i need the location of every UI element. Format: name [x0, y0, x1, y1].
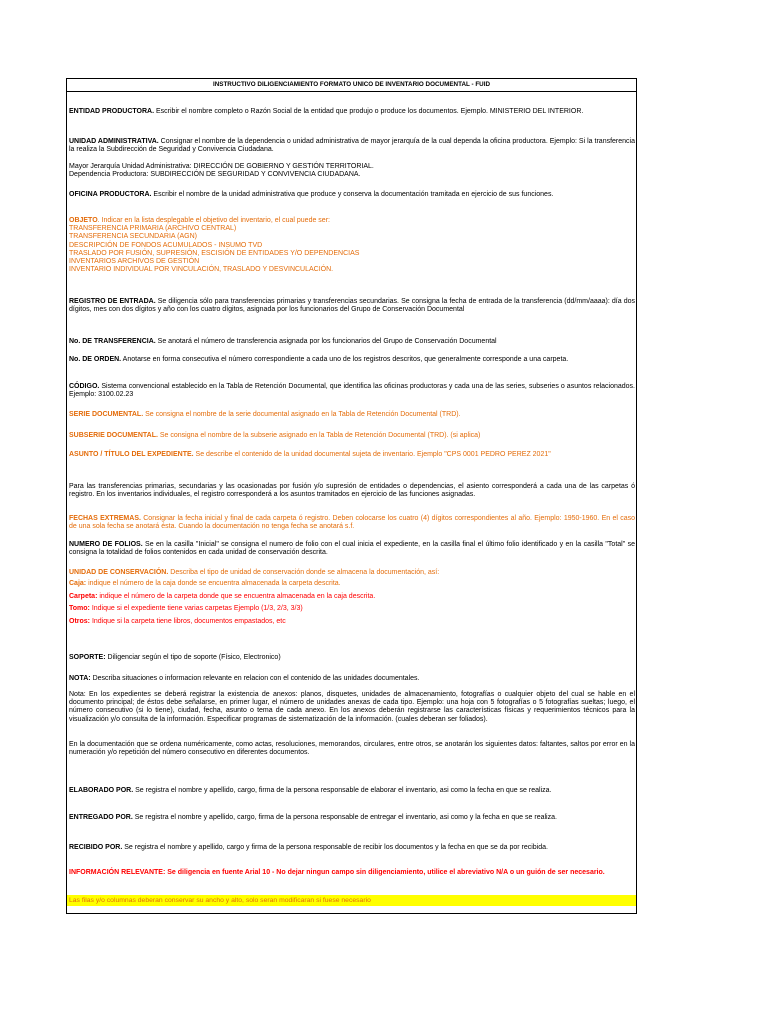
- otros-label: Otros:: [69, 618, 90, 625]
- entregado-label: ENTREGADO POR.: [69, 814, 133, 821]
- nota-anexos: Nota: En los expedientes se deberá registrar la existencia de anexos: planos, disquetes, unidades de almacenamiento, fotografías o cualquier objeto del cual se hable en el documento principal; de éstos debe señalarse, en primer lugar, el número de unidades anexas de cada tipo. Ejemplo: una hoja con 5 fotografías o 5 fotografías sueltas; luego, el número consecutivo (si lo tiene), ciudad, fecha, asunto o tema de cada anexo. En los anexos deberán registrarse las características físicas y requerimientos técnicos para la visualización y/o consulta de la información. Especificar programas de sistematización de la información. (cuales deberan ser foliados).: [69, 691, 635, 723]
- asunto-label: ASUNTO / TÍTULO DEL EXPEDIENTE.: [69, 451, 194, 458]
- subserie-text: Se consigna el nombre de la subserie asignado en la Tabla de Retención Documental (TRD). (si aplica): [157, 432, 481, 439]
- objeto: [69, 217, 635, 274]
- entidad-label: ENTIDAD PRODUCTORA.: [69, 108, 155, 115]
- objeto-option: TRANSFERENCIA PRIMARIA (ARCHIVO CENTRAL): [69, 225, 237, 233]
- documentacion-numerica: En la documentación que se ordena numéricamente, como actas, resoluciones, memorandos, circulares, entre otros, se anotarán los siguientes datos: faltantes, saltos por error en la numeración y/o repetición del número consecutivo en diferentes documentos.: [69, 741, 635, 757]
- caja: [69, 580, 635, 588]
- unidad-cons-label: UNIDAD DE CONSERVACIÓN.: [69, 569, 169, 576]
- objeto-option: TRANSFERENCIA SECUNDARIA (AGN): [69, 233, 197, 241]
- otros: [69, 618, 635, 626]
- otros-text: Indique si la carpeta tiene libros, documentos empastados, etc: [90, 618, 286, 625]
- carpeta-text: indique el número de la carpeta donde que se encuentra almacenada en la caja descrita.: [97, 593, 376, 600]
- carpeta-label: Carpeta:: [69, 593, 98, 600]
- tomo-label: Tomo:: [69, 605, 90, 612]
- unidad-conservacion: [69, 569, 635, 577]
- codigo: [69, 383, 635, 399]
- registro-entrada: [69, 298, 635, 314]
- objeto-option: DESCRIPCIÓN DE FONDOS ACUMULADOS - INSUMO TVD: [69, 241, 263, 249]
- fechas-label: FECHAS EXTREMAS.: [69, 515, 141, 522]
- serie-text: Se consigna el nombre de la serie documental asignado en la Tabla de Retención Documental (TRD).: [143, 411, 461, 418]
- unidad-adm-text: Consignar el nombre de la dependencia o unidad administrativa de mayor jerarquía de la cual dependa la oficina productora. Ejemplo: Si la transferencia la realiza la Subdirección de Seguridad y Convivencia Ciudadana.: [69, 138, 635, 154]
- oficina-text: Escribir el nombre de la unidad administrativa que produce y conserva la documentación tramitada en ejercicio de sus funciones.: [151, 191, 554, 198]
- elaborado-label: ELABORADO POR.: [69, 787, 134, 794]
- subserie-documental: [69, 432, 635, 440]
- entidad-text: Escribir el nombre completo o Razón Social de la entidad que produjo o produce los documentos. Ejemplo. MINISTERIO DEL INTERIOR.: [154, 108, 584, 115]
- soporte: [69, 654, 635, 662]
- subserie-label: SUBSERIE DOCUMENTAL.: [69, 432, 158, 439]
- mayor-jerarquia-line1: Mayor Jerarquía Unidad Administrativa: DIRECCIÓN DE GOBIERNO Y GESTIÓN TERRITORIAL.: [69, 163, 374, 170]
- entregado-text: Se registra el nombre y apellido, cargo, firma de la persona responsable de entregar el inventario, asi como y la fecha en que se realiza.: [132, 814, 557, 821]
- asunto-titulo: [69, 451, 635, 459]
- no-transferencia: [69, 338, 635, 346]
- informacion-relevante: INFORMACIÓN RELEVANTE: Se diligencia en fuente Arial 10 - No dejar ningun campo sin diligenciamiento, utilice el abreviativo N/A o un guión de ser necesario.: [69, 869, 605, 876]
- soporte-text: Diligenciar según el tipo de soporte (Físico, Electronico): [105, 654, 281, 661]
- soporte-label: SOPORTE:: [69, 654, 106, 661]
- objeto-option: INVENTARIOS ARCHIVOS DE GESTIÓN: [69, 258, 200, 266]
- tomo: [69, 605, 635, 613]
- elaborado-text: Se registra el nombre y apellido, cargo, firma de la persona responsable de elaborar el inventario, asi como la fecha en que se realiza.: [133, 787, 552, 794]
- filas-columnas-note: Las filas y/o columnas deberan conservar su ancho y alto, solo seran modificaran si fuese necesario: [67, 895, 636, 906]
- fechas-extremas: [69, 515, 635, 531]
- unidad-adm-label: UNIDAD ADMINISTRATIVA.: [69, 138, 159, 145]
- oficina-label: OFICINA PRODUCTORA.: [69, 191, 152, 198]
- tomo-text: Indique si el expediente tiene varias carpetas Ejemplo (1/3, 2/3, 3/3): [89, 605, 303, 612]
- no-transferencia-label: No. DE TRANSFERENCIA.: [69, 338, 156, 345]
- objeto-option: TRASLADO POR FUSIÓN, SUPRESIÓN, ESCISIÓN DE ENTIDADES Y/O DEPENDENCIAS: [69, 249, 360, 257]
- objeto-option: INVENTARIO INDIVIDUAL POR VINCULACIÓN, TRASLADO Y DESVINCULACIÓN.: [69, 266, 334, 274]
- registro-label: REGISTRO DE ENTRADA.: [69, 298, 156, 305]
- serie-label: SERIE DOCUMENTAL.: [69, 411, 144, 418]
- registro-text: Se diligencia sólo para transferencias primarias y transferencias secundarias. Se consigna la fecha de entrada de la transferencia (dd/mm/aaaa): día dos dígitos, mes con dos dígitos y año con los cuatro dígitos, asignada por los funcionarios del Grupo de Conservación Documental: [69, 298, 635, 314]
- sheet-title: INSTRUCTIVO DILIGENCIAMIENTO FORMATO UNICO DE INVENTARIO DOCUMENTAL - FUID: [67, 79, 636, 92]
- unidad-administrativa: [69, 138, 635, 154]
- fechas-text: Consignar la fecha inicial y final de cada carpeta ó registro. Deben colocarse los cuatro (4) dígitos correspondientes al año. Ejemplo: 1950-1960. En el caso de una sola fecha se anotará ésta. Cuando la documentación no tenga fecha se anotará s.f.: [69, 515, 635, 531]
- mayor-jerarquia: [69, 163, 635, 179]
- mayor-jerarquia-line2: Dependencia Productora: SUBDIRECCIÓN DE SEGURIDAD Y CONVIVENCIA CIUDADANA.: [69, 171, 361, 179]
- nota-text: Describa situaciones o informacion relevante en relacion con el contenido de las unidades documentales.: [90, 675, 420, 682]
- objeto-text: . Indicar en la lista desplegable el objetivo del inventario, el cual puede ser:: [97, 217, 330, 224]
- no-orden-label: No. DE ORDEN.: [69, 356, 122, 363]
- no-orden-text: Anotarse en forma consecutiva el número correspondiente a cada uno de los registros descritos, que generalmente corresponde a una carpeta.: [121, 356, 569, 363]
- unidad-cons-text: Describa el tipo de unidad de conservación donde se almacena la documentación, así:: [168, 569, 440, 576]
- serie-documental: [69, 411, 635, 419]
- nota-label: NOTA:: [69, 675, 91, 682]
- folios-label: NUMERO DE FOLIOS.: [69, 541, 143, 548]
- nota: [69, 675, 635, 683]
- carpeta: [69, 593, 635, 601]
- no-transferencia-text: Se anotará el número de transferencia asignada por los funcionarios del Grupo de Conservación Documental: [155, 338, 497, 345]
- numero-folios: [69, 541, 635, 557]
- entidad-productora: [69, 108, 635, 116]
- recibido-por: [69, 844, 635, 852]
- oficina-productora: [69, 191, 635, 199]
- no-orden: [69, 356, 635, 364]
- instructivo-sheet: [66, 78, 637, 914]
- elaborado-por: [69, 787, 635, 795]
- asunto-text: Se describe el contenido de la unidad documental sujeta de inventario. Ejemplo "CPS 0001 PEDRO PEREZ 2021": [193, 451, 551, 458]
- entregado-por: [69, 814, 635, 822]
- codigo-text: Sistema convencional establecido en la Tabla de Retención Documental, que identifica las oficinas productoras y cada una de las series, subseries o asuntos relacionados. Ejemplo: 3100.02.23: [69, 383, 635, 399]
- caja-text: indique el número de la caja donde se encuentra almacenada la carpeta descrita.: [86, 580, 341, 587]
- folios-text: Se en la casilla "Inicial" se consigna el numero de folio con el cual inicia el expediente, en la casilla final el último folio identificado y en la casilla "Total" se consigna la totalidad de folios contenidos en cada unidad de conservación descrita.: [69, 541, 635, 557]
- para-transferencias: Para las transferencias primarias, secundarias y las ocasionadas por fusión y/o supresión de entidades o dependencias, el asiento corresponderá a cada una de las carpetas ó registro. En los inventarios individuales, el registro corresponderá a los asuntos tramitados en ejercicio de las funciones asignadas.: [69, 483, 635, 499]
- recibido-text: Se registra el nombre y apellido, cargo y firma de la persona responsable de recibir los documentos y la fecha en que se da por recibida.: [122, 844, 548, 851]
- caja-label: Caja:: [69, 580, 87, 587]
- objeto-label: OBJETO: [69, 217, 98, 224]
- codigo-label: CÓDIGO.: [69, 383, 100, 390]
- recibido-label: RECIBIDO POR.: [69, 844, 123, 851]
